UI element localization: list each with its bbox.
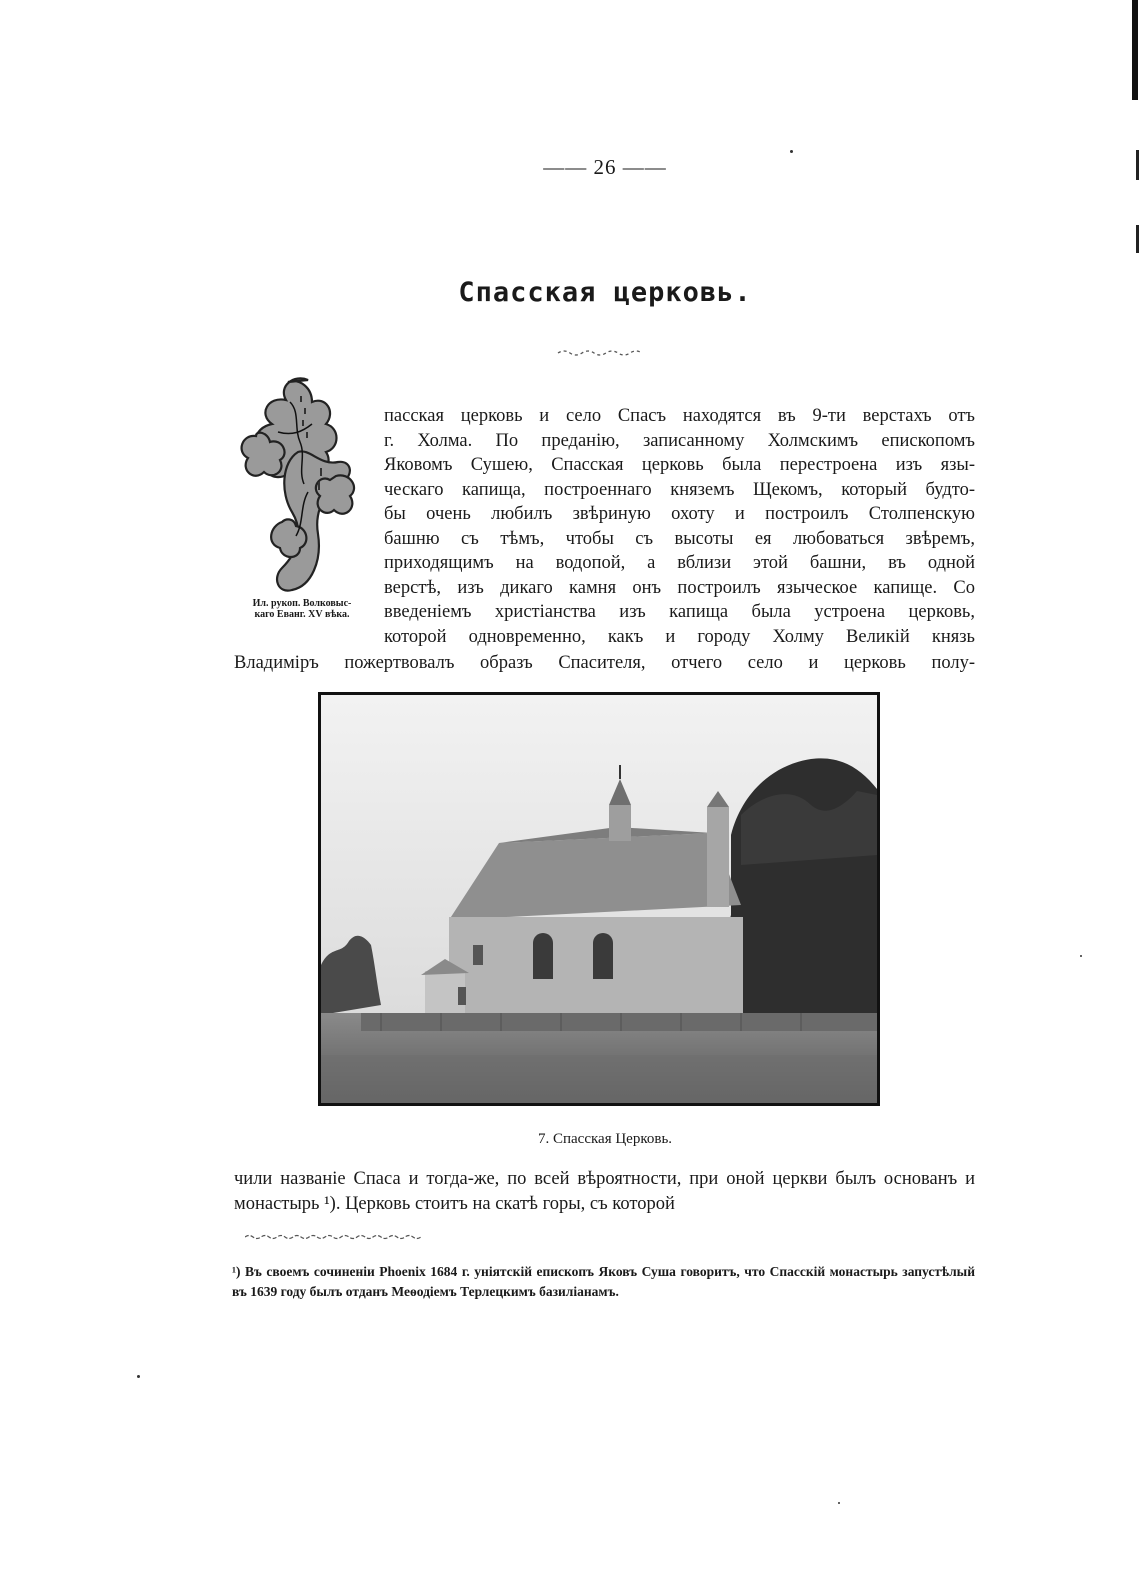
paragraph-2: чили названіе Спаса и тогда-же, по всей вѣроятности, при оной церкви былъ основанъ и монастырь ¹). Церковь стоитъ на скатѣ горы, съ которой bbox=[234, 1169, 975, 1214]
chapter-title: Спасская церковь. bbox=[458, 277, 752, 308]
ornamental-initial-letter bbox=[238, 372, 364, 600]
initial-caption-line: Ил. рукоп. Волковыс- bbox=[252, 598, 352, 609]
footnote-separator bbox=[245, 1232, 435, 1242]
text-line: пасская церковь и село Спасъ находятся въ 9-ти верстахъ отъ bbox=[384, 406, 975, 426]
church-photograph bbox=[318, 692, 880, 1106]
scan-speck bbox=[137, 1375, 140, 1378]
text-line: верстѣ, изъ дикаго камня онъ построилъ языческое капище. Со bbox=[384, 577, 975, 598]
text-line: которой одновременно, какъ и городу Холму Великій князь bbox=[384, 626, 975, 647]
text-line: приходящимъ на водопой, а вблизи этой башни, въ одной bbox=[384, 553, 975, 573]
text-line: башню съ тѣмъ, чтобы съ высоты ея любоваться звѣремъ, bbox=[384, 528, 975, 549]
photo-caption: 7. Спасская Церковь. bbox=[537, 1131, 673, 1147]
text-line: бы очень любилъ звѣриную охоту и построилъ Столпенскую bbox=[384, 504, 975, 524]
scan-edge-mark bbox=[1132, 0, 1138, 100]
page-number: —— 26 —— bbox=[543, 155, 667, 179]
scan-edge-mark bbox=[1136, 225, 1139, 253]
text-line: ческаго капища, построеннаго княземъ Щекомъ, который будто- bbox=[384, 479, 975, 500]
church-photo-image bbox=[321, 695, 877, 1103]
text-line: г. Холма. По преданію, записанному Холмскимъ епископомъ bbox=[384, 430, 975, 451]
scan-speck bbox=[1080, 955, 1082, 957]
paragraph-1-last-line: Владиміръ пожертвовалъ образъ Спасителя, отчего село и церковь полу- bbox=[234, 653, 975, 673]
scan-speck bbox=[790, 150, 793, 153]
title-flourish bbox=[556, 343, 656, 357]
initial-caption-line: каго Еванг. XV вѣка. bbox=[254, 609, 350, 620]
footnote: ¹) Въ своемъ сочиненіи Phoenix 1684 г. уніятскій епископъ Яковъ Суша говоритъ, что Спасскій монастырь запустѣлый въ 1639 году былъ отданъ Меѳодіемъ Терлецкимъ базиліанамъ. bbox=[232, 1264, 975, 1299]
paragraph-1 bbox=[384, 404, 975, 649]
text-line: Яковомъ Сушею, Спасская церковь была перестроена изъ язы- bbox=[384, 455, 975, 475]
text-line: введеніемъ христіанства изъ капища была устроена церковь, bbox=[384, 602, 975, 622]
initial-caption bbox=[228, 598, 376, 620]
scan-speck bbox=[838, 1502, 840, 1504]
